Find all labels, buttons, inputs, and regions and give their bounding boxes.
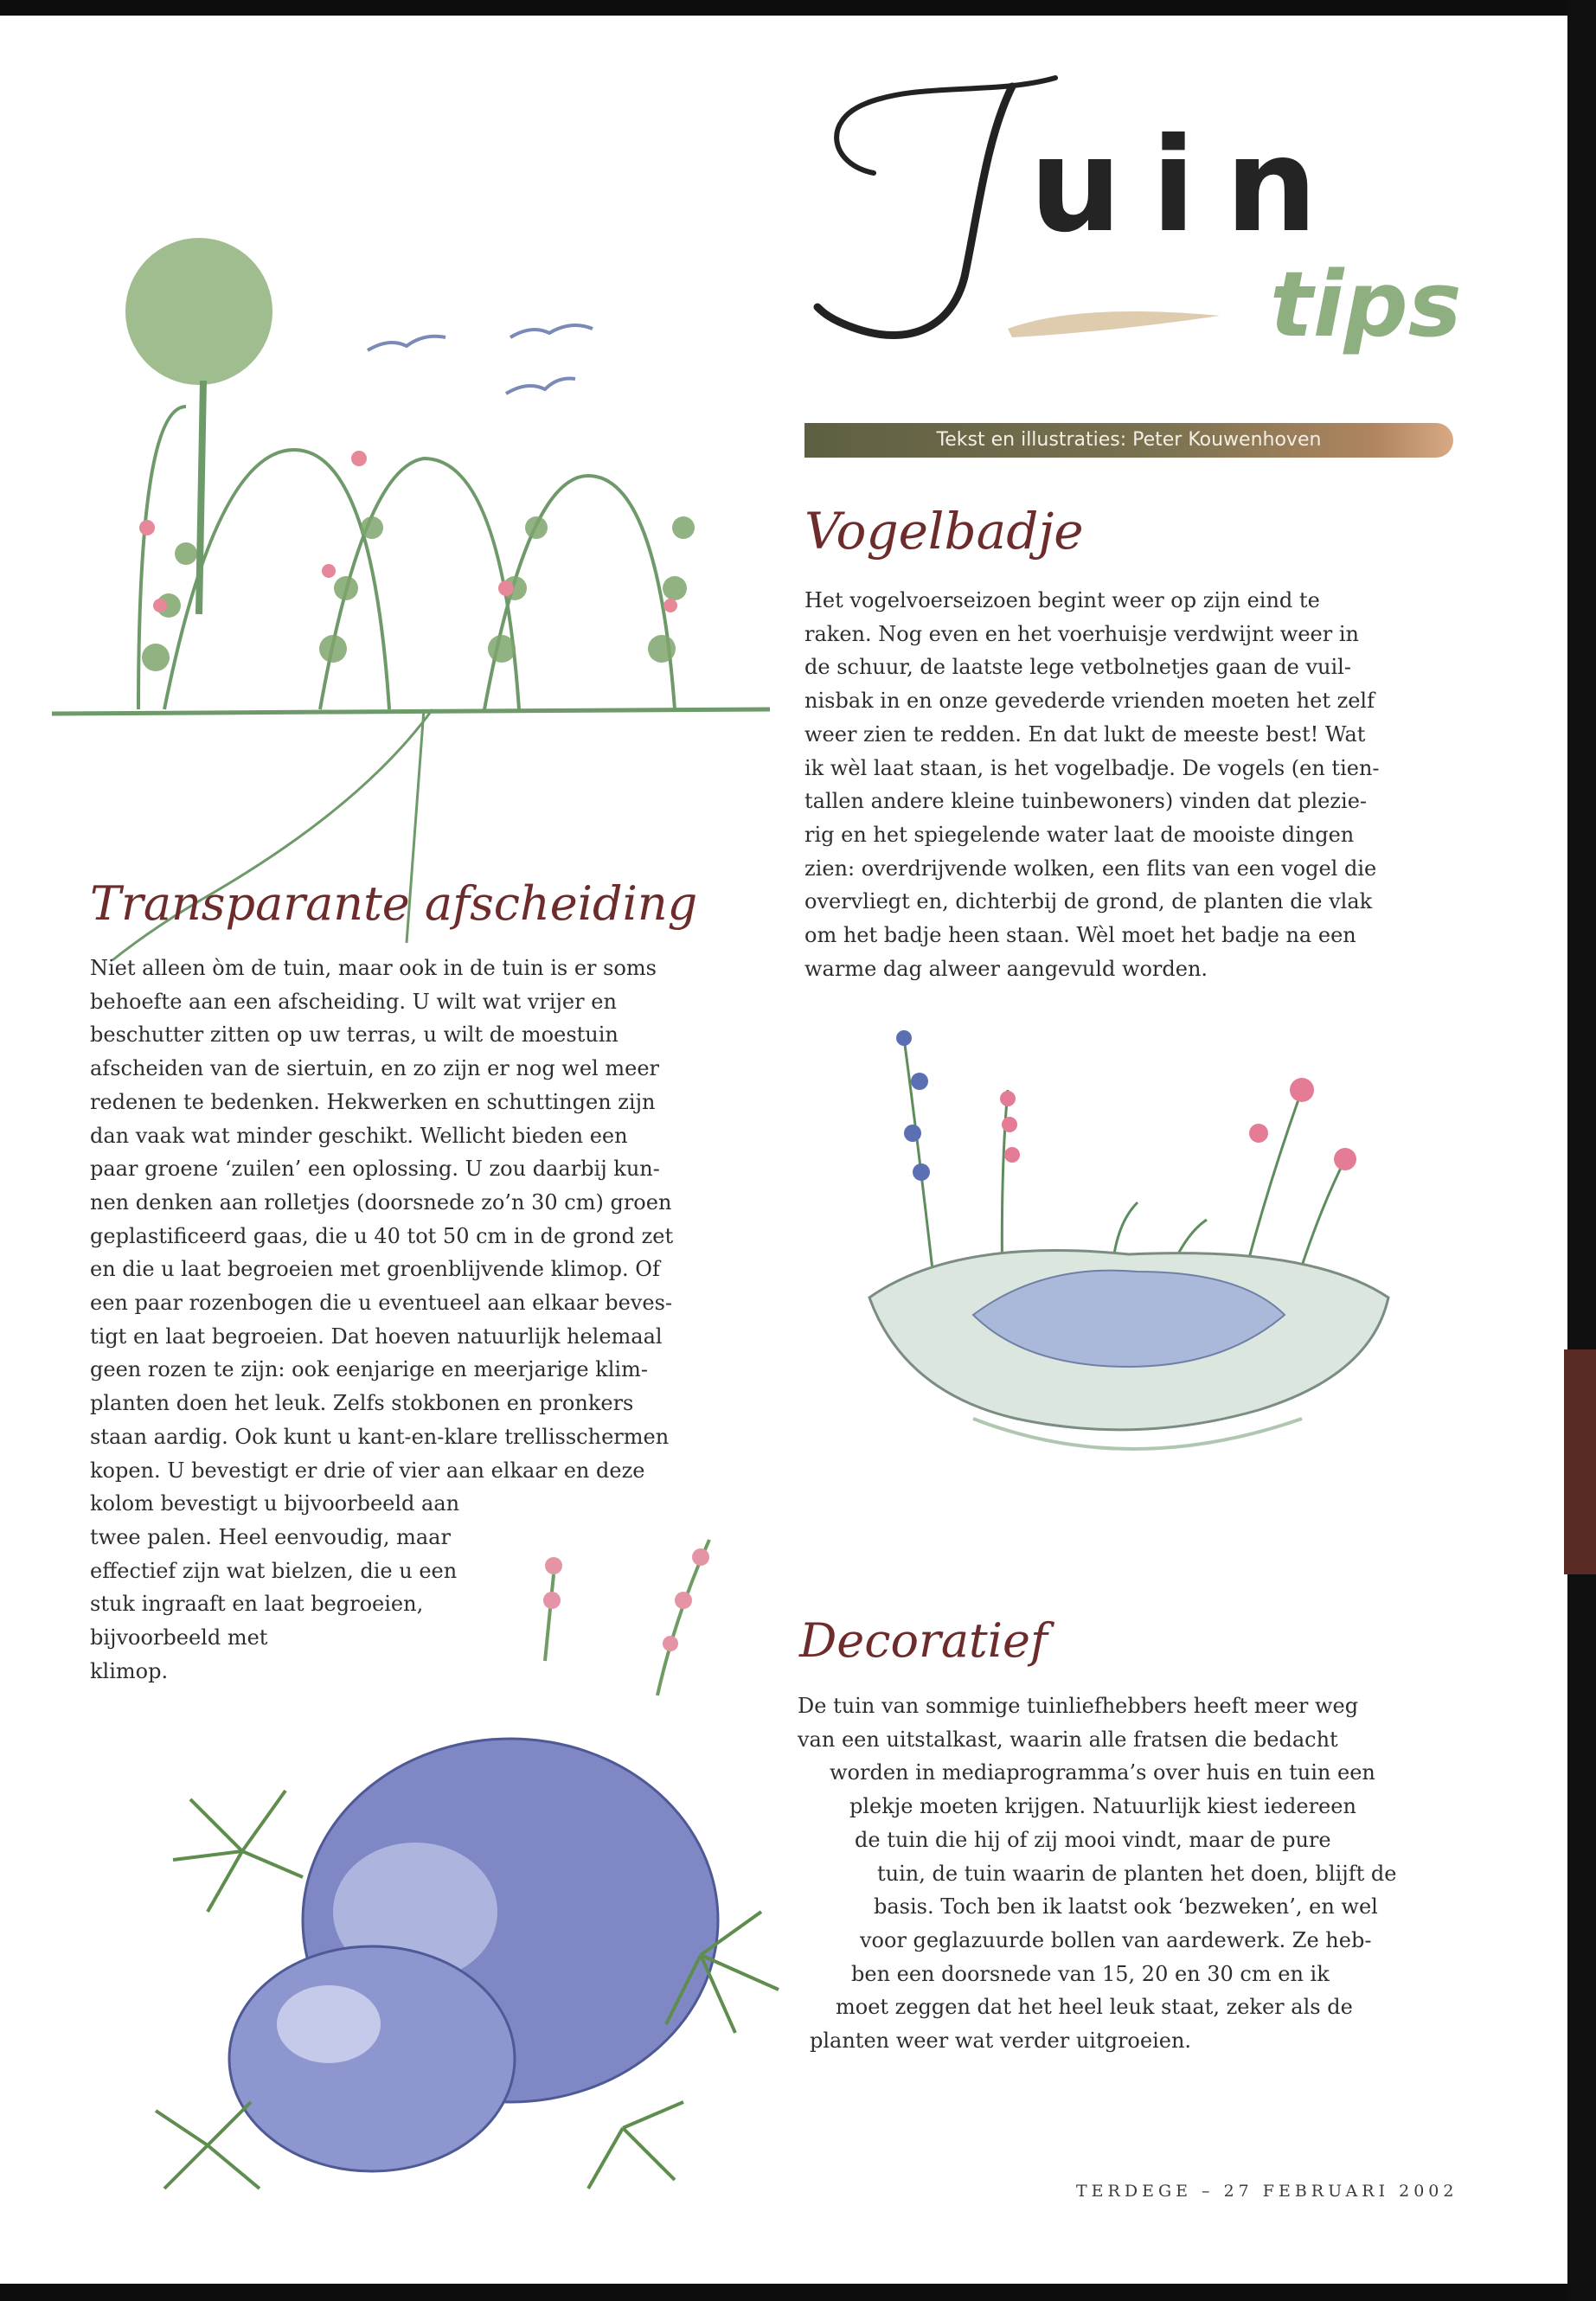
text-line: staan aardig. Ook kunt u kant-en-klare trellisschermen [90, 1424, 670, 1449]
text-line: paar groene ‘zuilen’ een oplossing. U zou daarbij kun- [90, 1157, 660, 1182]
text-line: ben een doorsnede van 15, 20 en 30 cm en ik [851, 1961, 1330, 1986]
text-line: klimop. [90, 1658, 169, 1683]
page-frame-top [0, 0, 1596, 16]
text-line: tallen andere kleine tuinbewoners) vinden dat plezie- [804, 789, 1368, 814]
section-text-vogelbadje [804, 584, 1453, 985]
page-footer: TERDEGE – 27 FEBRUARI 2002 [1076, 2182, 1458, 2201]
text-line: effectief zijn wat bielzen, die u een [90, 1558, 458, 1583]
text-line: raken. Nog even en het voerhuisje verdwijnt weer in [804, 621, 1359, 646]
text-line: de tuin die hij of zij mooi vindt, maar de pure [855, 1827, 1331, 1852]
rose-arch-illustration [17, 199, 804, 977]
text-line: zien: overdrijvende wolken, een flits van een vogel die [804, 856, 1377, 881]
text-line: plekje moeten krijgen. Natuurlijk kiest iedereen [849, 1794, 1356, 1819]
section-heading-decoratief: Decoratief [799, 1613, 1048, 1668]
text-line: voor geglazuurde bollen van aardewerk. Ze heb- [860, 1927, 1372, 1952]
text-line: planten weer wat verder uitgroeien. [810, 2029, 1192, 2054]
title-word: uin [1029, 111, 1347, 261]
credit-banner: Tekst en illustraties: Peter Kouwenhoven [804, 423, 1453, 458]
text-line: van een uitstalkast, waarin alle fratsen die bedacht [798, 1727, 1338, 1752]
bird-bath-illustration [852, 1012, 1406, 1514]
page-edge-tab [1564, 1349, 1596, 1574]
text-line: weer zien te redden. En dat lukt de meeste best! Wat [804, 721, 1366, 747]
text-line: ik wèl laat staan, is het vogelbadje. De vogels (en tien- [804, 755, 1380, 780]
text-line: en die u laat begroeien met groenblijvende klimop. Of [90, 1257, 660, 1282]
text-line: Niet alleen òm de tuin, maar ook in de tuin is er soms [90, 956, 657, 980]
text-line: kolom bevestigt u bijvoorbeeld aan [90, 1491, 460, 1516]
text-line: geplastificeerd gaas, die u 40 tot 50 cm in de grond zet [90, 1223, 674, 1248]
text-line: stuk ingraaft en laat begroeien, [90, 1592, 424, 1617]
text-line: bijvoorbeeld met [90, 1625, 268, 1650]
title-subtitle: tips [1270, 252, 1462, 357]
text-line: om het badje heen staan. Wèl moet het badje na een [804, 923, 1356, 948]
text-line: nen denken aan rolletjes (doorsnede zo’n 30 cm) groen [90, 1189, 672, 1215]
text-line: nisbak in en onze gevederde vrienden moeten het zelf [804, 689, 1375, 714]
text-line: afscheiden van de siertuin, en zo zijn er nog wel meer [90, 1056, 659, 1081]
text-line: overvliegt en, dichterbij de grond, de planten die vlak [804, 889, 1373, 914]
text-line: twee palen. Heel eenvoudig, maar [90, 1524, 451, 1549]
page-frame-bottom [0, 2284, 1596, 2301]
section-heading-transparante-afscheiding: Transparante afscheiding [90, 876, 698, 931]
text-line: rig en het spiegelende water laat de mooiste dingen [804, 822, 1355, 847]
text-line: redenen te bedenken. Hekwerken en schuttingen zijn [90, 1089, 656, 1114]
text-line: kopen. U bevestigt er drie of vier aan elkaar en deze [90, 1458, 645, 1483]
text-line: Het vogelvoerseizoen begint weer op zijn eind te [804, 588, 1320, 612]
text-line: behoefte aan een afscheiding. U wilt wat vrijer en [90, 989, 617, 1014]
glazed-spheres-illustration [138, 1505, 822, 2214]
text-line: De tuin van sommige tuinliefhebbers heeft meer weg [798, 1694, 1359, 1718]
text-line: tuin, de tuin waarin de planten het doen, blijft de [877, 1861, 1397, 1886]
brush-stroke-decoration [1003, 290, 1228, 350]
text-line: beschutter zitten op uw terras, u wilt de moestuin [90, 1022, 619, 1048]
text-line: basis. Toch ben ik laatst ook ‘bezweken’, en wel [874, 1894, 1378, 1920]
page-frame-right [1567, 0, 1596, 2301]
text-line: warme dag alweer aangevuld worden. [804, 956, 1208, 981]
text-line: dan vaak wat minder geschikt. Wellicht bieden een [90, 1123, 628, 1148]
text-line: planten doen het leuk. Zelfs stokbonen en pronkers [90, 1391, 634, 1416]
section-heading-vogelbadje: Vogelbadje [804, 502, 1084, 561]
section-text-decoratief [798, 1689, 1433, 2058]
text-line: moet zeggen dat het heel leuk staat, zeker als de [836, 1995, 1353, 2020]
text-line: een paar rozenbogen die u eventueel aan elkaar beves- [90, 1291, 673, 1316]
text-line: de schuur, de laatste lege vetbolnetjes gaan de vuil- [804, 655, 1351, 680]
text-line: geen rozen te zijn: ook eenjarige en meerjarige klim- [90, 1357, 648, 1382]
text-line: tigt en laat begroeien. Dat hoeven natuurlijk helemaal [90, 1324, 663, 1349]
text-line: worden in mediaprogramma’s over huis en tuin een [830, 1760, 1375, 1785]
